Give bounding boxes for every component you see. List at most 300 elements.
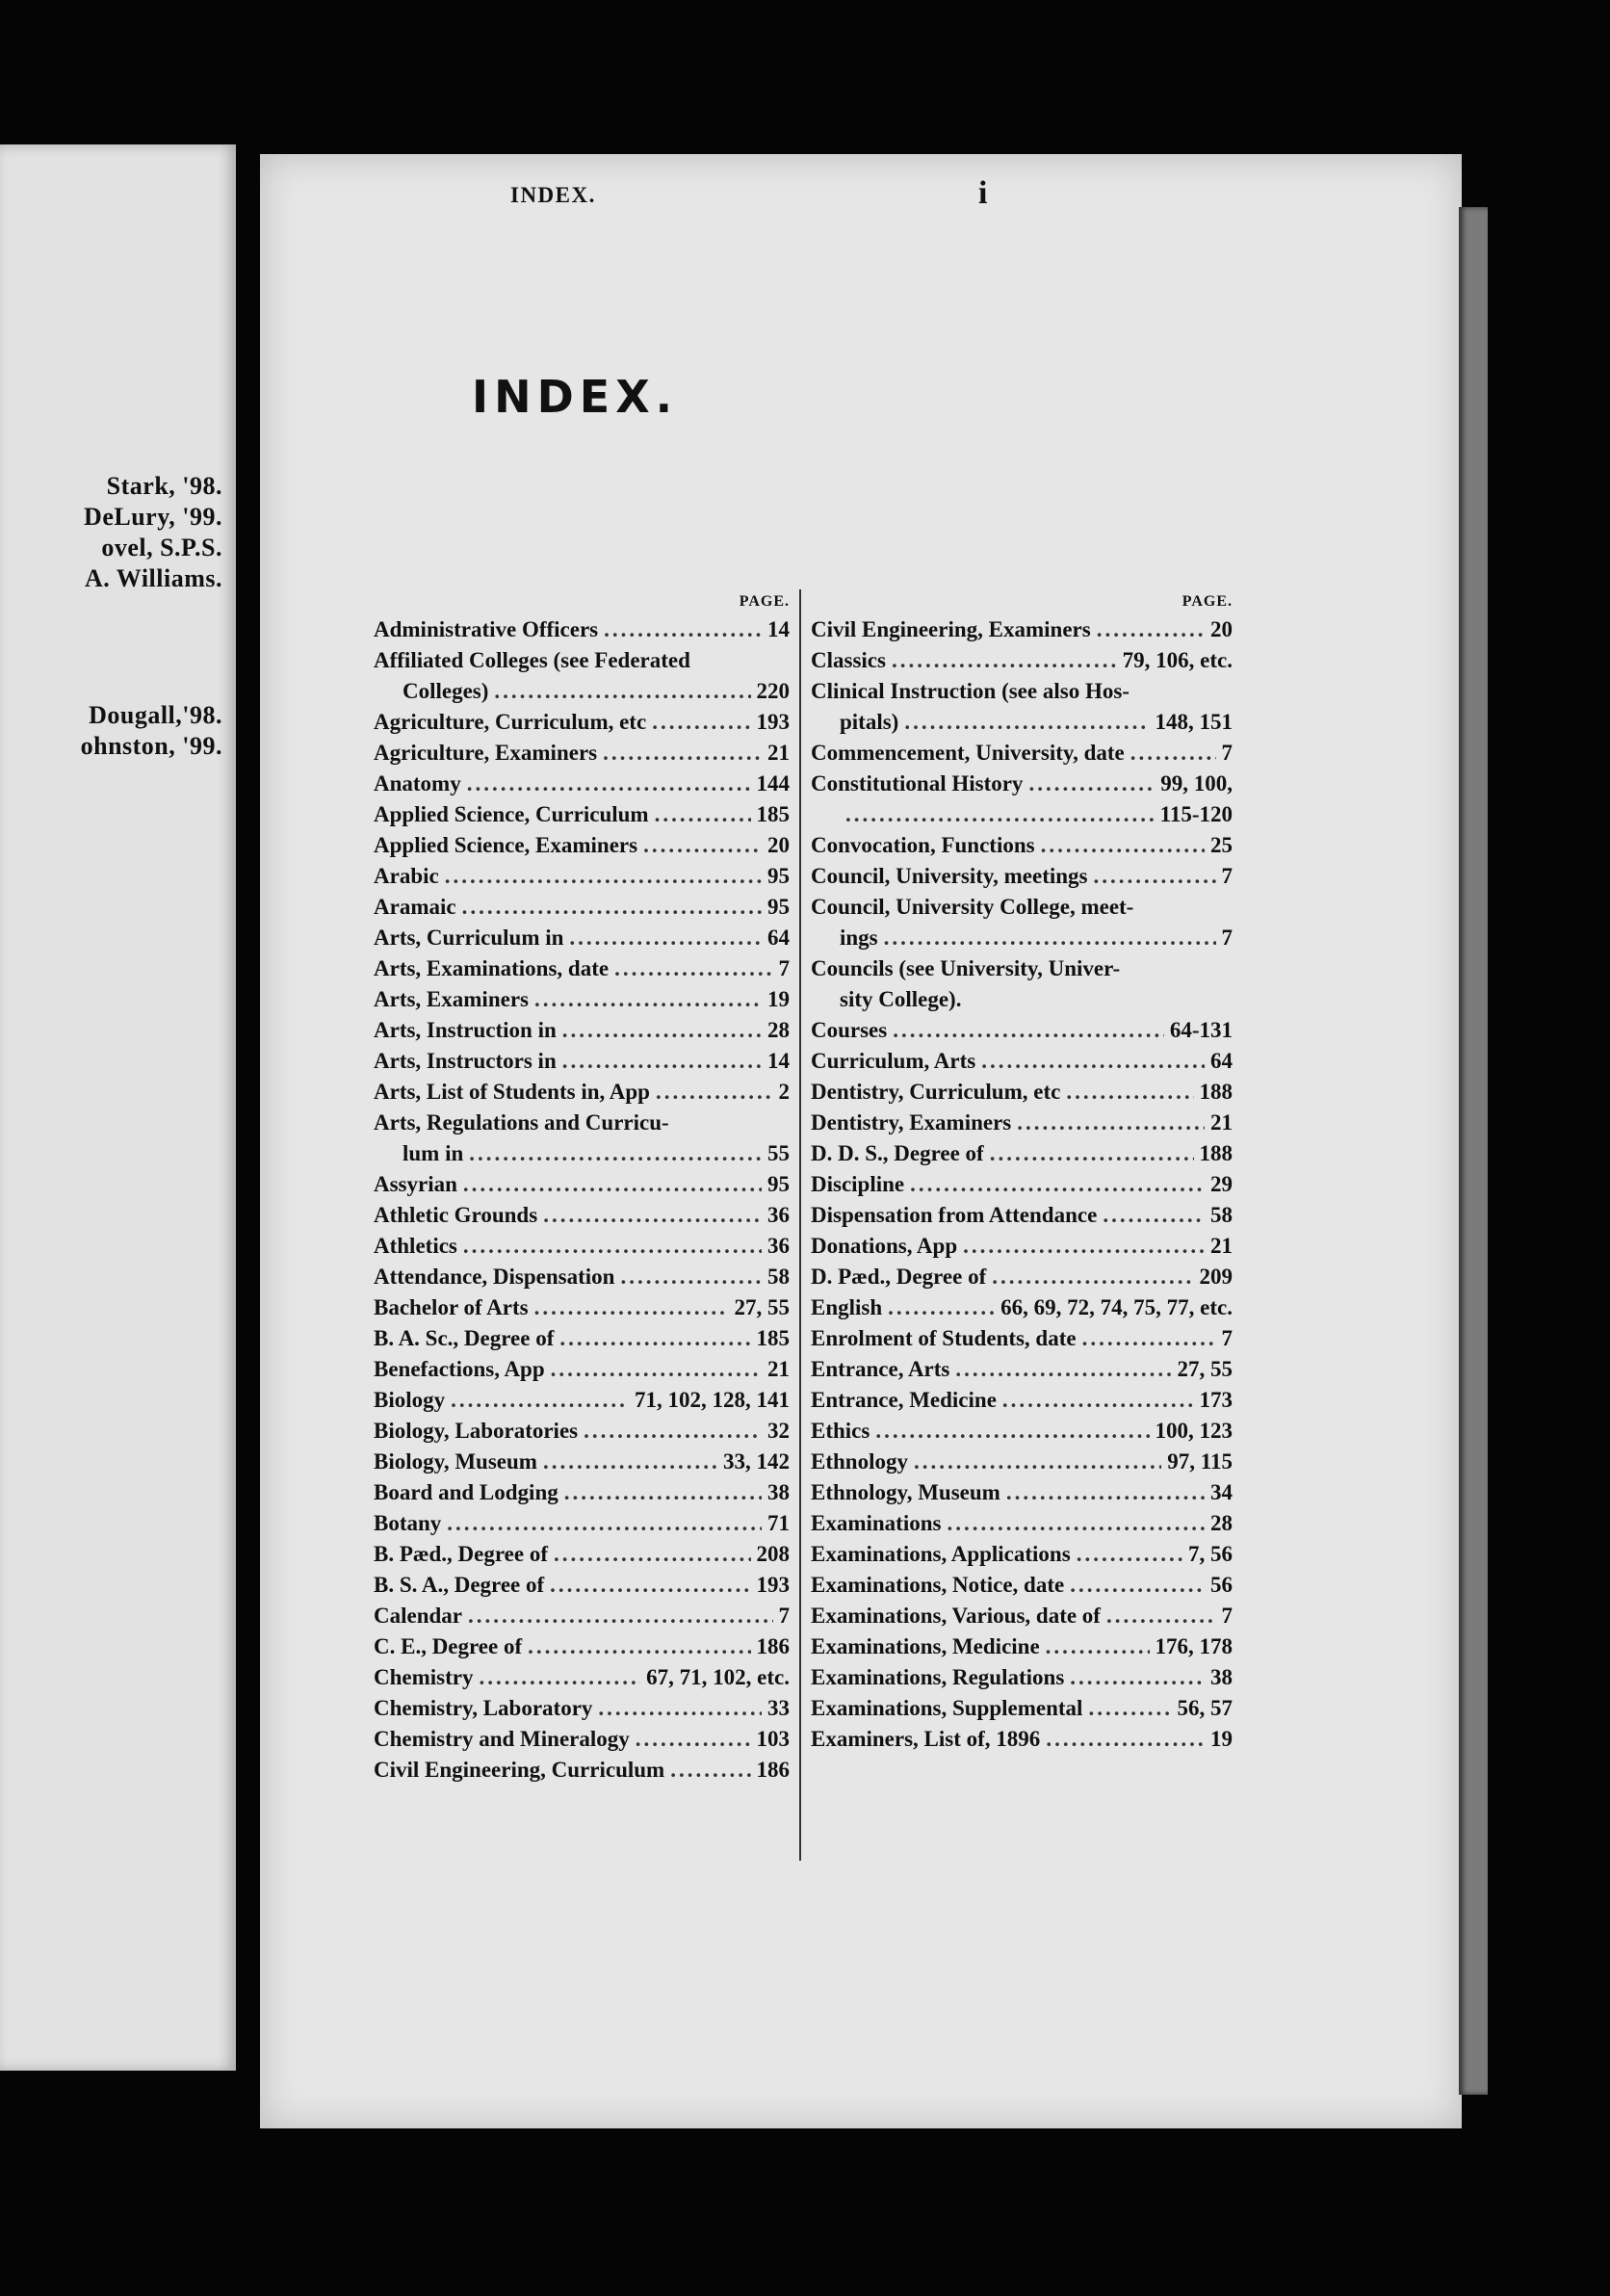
index-entry [374, 1508, 790, 1539]
running-header: INDEX. [510, 183, 596, 207]
facing-page-line: A. Williams. [84, 564, 222, 592]
index-entry-line [811, 1447, 1233, 1477]
leader-dots [1077, 1539, 1182, 1570]
entry-term: Administrative Officers [374, 617, 599, 641]
index-entry [811, 738, 1233, 769]
entry-term: Examinations, Regulations [811, 1665, 1065, 1689]
index-entry-line [811, 1570, 1233, 1601]
leader-dots [904, 707, 1149, 738]
entry-page-ref: 20 [767, 833, 790, 857]
index-entry-line [811, 1539, 1233, 1570]
entry-term: Ethnology, Museum [811, 1480, 1000, 1504]
index-entry [374, 799, 790, 830]
index-entry [811, 1539, 1233, 1570]
index-entry [811, 1262, 1233, 1292]
leader-dots [1046, 1631, 1150, 1662]
index-entry-line [811, 984, 1233, 1015]
entry-term: B. Pæd., Degree of [374, 1542, 548, 1566]
entry-page-ref: 36 [767, 1203, 790, 1227]
leader-dots [636, 1724, 751, 1755]
index-column-left [374, 589, 790, 1786]
leader-dots [468, 1601, 773, 1631]
entry-page-ref: 95 [767, 1172, 790, 1196]
entry-page-ref: 64 [767, 926, 790, 950]
entry-term: Agriculture, Curriculum, etc [374, 710, 647, 734]
entry-page-ref: 21 [1210, 1234, 1233, 1258]
entry-page-ref: 100, 123 [1155, 1419, 1233, 1443]
entry-page-ref: 33 [767, 1696, 790, 1720]
entry-page-ref: 193 [756, 1573, 790, 1597]
index-entry [374, 1046, 790, 1077]
entry-term: Council, University, meetings [811, 864, 1088, 888]
leader-dots [1088, 1693, 1171, 1724]
leader-dots [534, 984, 762, 1015]
leader-dots [947, 1508, 1205, 1539]
index-entry [374, 830, 790, 861]
entry-term: Calendar [374, 1604, 462, 1628]
entry-page-ref: 27, 55 [1177, 1357, 1233, 1381]
entry-term: Commencement, University, date [811, 741, 1125, 765]
entry-term: Arts, List of Students in, App [374, 1080, 650, 1104]
leader-dots [656, 1077, 773, 1108]
leader-dots [614, 953, 772, 984]
entry-term: Classics [811, 648, 886, 672]
index-entry-line [374, 1200, 790, 1231]
index-entry [374, 1108, 790, 1169]
entry-page-ref: 97, 115 [1167, 1449, 1233, 1474]
leader-dots [652, 707, 750, 738]
entry-page-ref: 33, 142 [723, 1449, 790, 1474]
entry-term: Councils (see University, Univer- [811, 956, 1121, 980]
index-entry-line [374, 769, 790, 799]
leader-dots [1066, 1077, 1193, 1108]
entry-term: Arts, Curriculum in [374, 926, 564, 950]
leader-dots [990, 1138, 1194, 1169]
entry-term: Civil Engineering, Curriculum [374, 1758, 665, 1782]
entry-term: Civil Engineering, Examiners [811, 617, 1091, 641]
entry-page-ref: 25 [1210, 833, 1233, 857]
entry-term: Ethics [811, 1419, 870, 1443]
index-entry [811, 1200, 1233, 1231]
index-entry [374, 953, 790, 984]
page-column-label: PAGE. [739, 593, 790, 610]
index-entry [811, 1323, 1233, 1354]
entry-page-ref: 186 [756, 1758, 790, 1782]
index-entry-line [811, 1015, 1233, 1046]
index-entry [811, 1447, 1233, 1477]
entry-term: Anatomy [374, 771, 461, 796]
index-column-right [811, 589, 1233, 1755]
index-entry-line [811, 1631, 1233, 1662]
entry-term: Bachelor of Arts [374, 1295, 529, 1319]
entry-term: Affiliated Colleges (see Federated [374, 648, 690, 672]
entry-page-ref: 21 [1210, 1110, 1233, 1135]
index-entry [374, 1416, 790, 1447]
entry-page-ref: 186 [756, 1634, 790, 1658]
entry-term: English [811, 1295, 883, 1319]
entry-page-ref: 208 [756, 1542, 790, 1566]
leader-dots [467, 769, 751, 799]
index-entry-line [374, 707, 790, 738]
index-entry [811, 1477, 1233, 1508]
entry-page-ref: 185 [756, 1326, 790, 1350]
leader-dots [1097, 614, 1205, 645]
index-entry-line [811, 1169, 1233, 1200]
entry-term: Examiners, List of, 1896 [811, 1727, 1041, 1751]
index-entry [374, 1262, 790, 1292]
index-entry-line [811, 1323, 1233, 1354]
entry-page-ref: 64-131 [1169, 1018, 1233, 1042]
index-entry [811, 1046, 1233, 1077]
entry-page-ref: 188 [1199, 1141, 1233, 1165]
index-entry-line [811, 1662, 1233, 1693]
entry-page-ref: 220 [756, 679, 790, 703]
index-entry-line [811, 738, 1233, 769]
index-entry [811, 769, 1233, 830]
page-column-label: PAGE. [1182, 593, 1233, 610]
entry-page-ref: 7 [1221, 1326, 1233, 1350]
index-entry-line [374, 1292, 790, 1323]
entry-term: Biology, Laboratories [374, 1419, 579, 1443]
entry-page-ref: 21 [767, 741, 790, 765]
index-entry [374, 1077, 790, 1108]
index-entry [811, 676, 1233, 738]
entry-term: Council, University College, meet- [811, 895, 1134, 919]
index-entry-line [374, 1601, 790, 1631]
index-entry-line [374, 799, 790, 830]
index-entry-line [374, 1077, 790, 1108]
index-entry-line [374, 1015, 790, 1046]
facing-page-line: ovel, S.P.S. [101, 534, 222, 561]
entry-page-ref: 38 [767, 1480, 790, 1504]
leader-dots [603, 738, 762, 769]
entry-term: Colleges) [402, 679, 489, 703]
entry-page-ref: 32 [767, 1419, 790, 1443]
index-entry-line [811, 953, 1233, 984]
index-entry [374, 1570, 790, 1601]
index-entry [811, 645, 1233, 676]
entry-term: Discipline [811, 1172, 905, 1196]
index-entry [374, 1601, 790, 1631]
entry-term: Arts, Regulations and Curricu- [374, 1110, 669, 1135]
entry-term: Chemistry, Laboratory [374, 1696, 593, 1720]
entry-page-ref: 79, 106, etc. [1122, 648, 1233, 672]
leader-dots [604, 614, 762, 645]
column-divider [799, 589, 801, 1861]
leader-dots [981, 1046, 1205, 1077]
leader-dots [479, 1662, 640, 1693]
index-entry-line [811, 1046, 1233, 1077]
entry-term: Donations, App [811, 1234, 958, 1258]
entry-term: Arts, Examiners [374, 987, 529, 1011]
index-entry-line [374, 861, 790, 892]
index-entry [374, 1015, 790, 1046]
entry-term: Chemistry [374, 1665, 474, 1689]
entry-term: B. A. Sc., Degree of [374, 1326, 555, 1350]
index-entry [811, 861, 1233, 892]
entry-term: Applied Science, Examiners [374, 833, 638, 857]
index-entry-line [374, 1631, 790, 1662]
leader-dots [1046, 1724, 1205, 1755]
entry-page-ref: 28 [1210, 1511, 1233, 1535]
entry-page-ref: 14 [767, 617, 790, 641]
entry-page-ref: 2 [778, 1080, 790, 1104]
leader-dots [562, 1046, 762, 1077]
leader-dots [910, 1169, 1205, 1200]
index-entry [374, 1477, 790, 1508]
entry-page-ref: 71, 102, 128, 141 [635, 1388, 790, 1412]
leader-dots [655, 799, 751, 830]
entry-term: Clinical Instruction (see also Hos- [811, 679, 1130, 703]
index-entry-line [374, 923, 790, 953]
index-entry [374, 861, 790, 892]
index-entry-line [811, 1231, 1233, 1262]
index-entry [811, 614, 1233, 645]
entry-page-ref: 19 [1210, 1727, 1233, 1751]
entry-page-ref: 7, 56 [1188, 1542, 1233, 1566]
entry-term: Athletic Grounds [374, 1203, 538, 1227]
index-entry [811, 1077, 1233, 1108]
entry-page-ref: 95 [767, 864, 790, 888]
index-entry [811, 1108, 1233, 1138]
index-entry-line [374, 1231, 790, 1262]
entry-term: Examinations, Notice, date [811, 1573, 1065, 1597]
index-entry-line [374, 1416, 790, 1447]
index-entry [374, 769, 790, 799]
index-entry-line [811, 1477, 1233, 1508]
index-entry-line [811, 1200, 1233, 1231]
entry-term: Biology, Museum [374, 1449, 537, 1474]
entry-page-ref: 176, 178 [1155, 1634, 1233, 1658]
leader-dots [1017, 1108, 1205, 1138]
index-entry [811, 1508, 1233, 1539]
leader-dots [1070, 1662, 1205, 1693]
entry-term: Arabic [374, 864, 439, 888]
entry-page-ref: 36 [767, 1234, 790, 1258]
index-entry-line [374, 1138, 790, 1169]
index-entry [374, 1693, 790, 1724]
page-number: i [978, 175, 988, 211]
entry-page-ref: 148, 151 [1155, 710, 1233, 734]
leader-dots [598, 1693, 762, 1724]
entry-term: Botany [374, 1511, 442, 1535]
index-entry-line [374, 738, 790, 769]
index-entry-line [811, 1724, 1233, 1755]
index-entry-line [811, 1138, 1233, 1169]
entry-page-ref: 67, 71, 102, etc. [646, 1665, 790, 1689]
index-entry [374, 1200, 790, 1231]
entry-page-ref: 7 [1221, 926, 1233, 950]
entry-page-ref: 66, 69, 72, 74, 75, 77, etc. [1000, 1295, 1233, 1319]
entry-page-ref: 99, 100, [1160, 771, 1233, 796]
entry-page-ref: 185 [756, 802, 790, 826]
index-entry-line [811, 1416, 1233, 1447]
leader-dots [451, 1385, 629, 1416]
index-entry-line [811, 1601, 1233, 1631]
index-entry [374, 1662, 790, 1693]
index-entry [374, 1354, 790, 1385]
leader-dots [462, 892, 762, 923]
entry-page-ref: 20 [1210, 617, 1233, 641]
index-entry-line [374, 1693, 790, 1724]
index-entry [374, 1323, 790, 1354]
leader-dots [888, 1292, 995, 1323]
leader-dots [543, 1200, 762, 1231]
entry-page-ref: 188 [1199, 1080, 1233, 1104]
index-entry [811, 1292, 1233, 1323]
index-entry-line [374, 1662, 790, 1693]
index-entry-line [811, 1385, 1233, 1416]
index-entry-line [811, 892, 1233, 923]
leader-dots [494, 676, 750, 707]
index-entry-line [374, 1262, 790, 1292]
index-entry [811, 953, 1233, 1015]
index-entry [811, 1385, 1233, 1416]
entry-term: lum in [402, 1141, 464, 1165]
entry-term: Convocation, Functions [811, 833, 1035, 857]
entry-term: Applied Science, Curriculum [374, 802, 649, 826]
leader-dots [892, 645, 1117, 676]
index-entry-line [811, 769, 1233, 799]
leader-dots [528, 1631, 750, 1662]
leader-dots [551, 1354, 762, 1385]
index-entry-line [374, 1046, 790, 1077]
leader-dots [1028, 769, 1155, 799]
leader-dots [1002, 1385, 1194, 1416]
index-entry [811, 1169, 1233, 1200]
leader-dots [463, 1231, 762, 1262]
entry-page-ref: 7 [1221, 741, 1233, 765]
index-entry-line [811, 676, 1233, 707]
entry-term: Arts, Instruction in [374, 1018, 557, 1042]
index-entry [811, 1662, 1233, 1693]
index-entry [811, 1570, 1233, 1601]
index-entry [811, 1693, 1233, 1724]
index-entry-line [811, 1108, 1233, 1138]
leader-dots [562, 1015, 762, 1046]
index-entry-line [811, 923, 1233, 953]
index-entry-line [811, 614, 1233, 645]
leader-dots [620, 1262, 762, 1292]
leader-dots [1103, 1200, 1205, 1231]
entry-term: ings [840, 926, 878, 950]
index-entry [374, 1169, 790, 1200]
index-entry [811, 1015, 1233, 1046]
entry-page-ref: 38 [1210, 1665, 1233, 1689]
index-entry [374, 923, 790, 953]
leader-dots [963, 1231, 1205, 1262]
index-entry-line [811, 830, 1233, 861]
facing-page [0, 144, 236, 2071]
entry-term: Chemistry and Mineralogy [374, 1727, 630, 1751]
entry-term: Constitutional History [811, 771, 1024, 796]
leader-dots [1082, 1323, 1216, 1354]
entry-term: Dentistry, Examiners [811, 1110, 1012, 1135]
index-entry [811, 1138, 1233, 1169]
entry-term: Dentistry, Curriculum, etc [811, 1080, 1061, 1104]
leader-dots [884, 923, 1216, 953]
entry-term: Agriculture, Examiners [374, 741, 598, 765]
index-entry [811, 1354, 1233, 1385]
entry-page-ref: 7 [1221, 1604, 1233, 1628]
index-entry [374, 1231, 790, 1262]
entry-page-ref: 209 [1199, 1265, 1233, 1289]
entry-term: Assyrian [374, 1172, 457, 1196]
index-entry-line [374, 1508, 790, 1539]
index-entry-line [374, 1755, 790, 1786]
leader-dots [463, 1169, 762, 1200]
entry-page-ref: 55 [767, 1141, 790, 1165]
index-entry [374, 738, 790, 769]
index-entry-line [374, 1447, 790, 1477]
facing-page-line: Dougall,'98. [89, 701, 222, 729]
index-entry-line [374, 1108, 790, 1138]
leader-dots [845, 799, 1155, 830]
leader-dots [875, 1416, 1149, 1447]
index-entry-line [374, 830, 790, 861]
entry-page-ref: 29 [1210, 1172, 1233, 1196]
index-entry [374, 1631, 790, 1662]
entry-term: Examinations, Supplemental [811, 1696, 1083, 1720]
index-entry [811, 1724, 1233, 1755]
leader-dots [447, 1508, 762, 1539]
entry-term: Ethnology [811, 1449, 908, 1474]
index-entry-line [811, 1508, 1233, 1539]
leader-dots [469, 1138, 762, 1169]
leader-dots [584, 1416, 762, 1447]
entry-page-ref: 58 [1210, 1203, 1233, 1227]
leader-dots [534, 1292, 729, 1323]
leader-dots [445, 861, 762, 892]
entry-page-ref: 56 [1210, 1573, 1233, 1597]
entry-term: Courses [811, 1018, 888, 1042]
entry-term: D. D. S., Degree of [811, 1141, 984, 1165]
index-entry [374, 707, 790, 738]
entry-page-ref: 7 [1221, 864, 1233, 888]
entry-page-ref: 71 [767, 1511, 790, 1535]
index-entry-line [374, 1323, 790, 1354]
entry-page-ref: 34 [1210, 1480, 1233, 1504]
entry-term: Examinations, Various, date of [811, 1604, 1101, 1628]
entry-term: Entrance, Arts [811, 1357, 950, 1381]
index-entry [374, 1385, 790, 1416]
index-entry [374, 645, 790, 707]
entry-term: Curriculum, Arts [811, 1049, 976, 1073]
facing-page-line: DeLury, '99. [84, 503, 222, 531]
index-entry-line [374, 1354, 790, 1385]
index-entry [811, 1231, 1233, 1262]
index-entries-right [811, 614, 1233, 1755]
index-entry-line [811, 1262, 1233, 1292]
entry-term: Examinations, Medicine [811, 1634, 1040, 1658]
entry-page-ref: 7 [778, 956, 790, 980]
index-entry-line [374, 1539, 790, 1570]
index-entry-line [811, 799, 1233, 830]
entry-page-ref: 95 [767, 895, 790, 919]
index-entry-line [374, 953, 790, 984]
entry-term: pitals) [840, 710, 899, 734]
entry-page-ref: 58 [767, 1265, 790, 1289]
index-entry-line [374, 614, 790, 645]
index-entry [374, 892, 790, 923]
entry-term: Benefactions, App [374, 1357, 545, 1381]
entry-page-ref: 19 [767, 987, 790, 1011]
entry-term: Arts, Instructors in [374, 1049, 557, 1073]
entry-page-ref: 173 [1199, 1388, 1233, 1412]
entry-term: Board and Lodging [374, 1480, 558, 1504]
facing-page-line: Stark, '98. [106, 472, 222, 500]
entry-term: Athletics [374, 1234, 457, 1258]
